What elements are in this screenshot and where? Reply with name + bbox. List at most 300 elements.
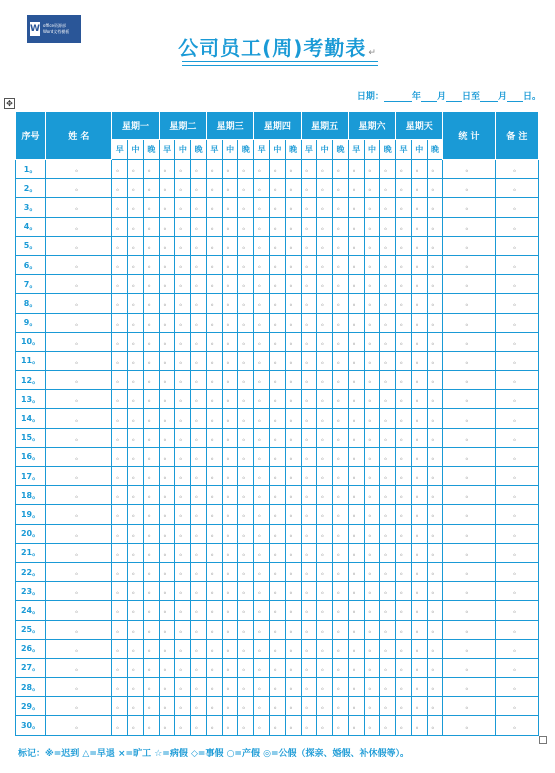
remarks-cell[interactable]: 。 [495, 678, 538, 697]
attendance-cell[interactable]: 。 [238, 294, 254, 313]
stats-cell[interactable]: 。 [443, 639, 495, 658]
attendance-cell[interactable]: 。 [238, 313, 254, 332]
name-cell[interactable]: 。 [46, 658, 112, 677]
stats-cell[interactable]: 。 [443, 351, 495, 370]
attendance-cell[interactable]: 。 [427, 639, 443, 658]
attendance-cell[interactable]: 。 [411, 620, 427, 639]
stats-cell[interactable]: 。 [443, 313, 495, 332]
attendance-cell[interactable]: 。 [301, 524, 317, 543]
attendance-cell[interactable]: 。 [191, 294, 207, 313]
name-cell[interactable]: 。 [46, 486, 112, 505]
attendance-cell[interactable]: 。 [175, 390, 191, 409]
attendance-cell[interactable]: 。 [380, 428, 396, 447]
attendance-cell[interactable]: 。 [396, 275, 412, 294]
attendance-cell[interactable]: 。 [191, 505, 207, 524]
attendance-cell[interactable]: 。 [396, 294, 412, 313]
stats-cell[interactable]: 。 [443, 390, 495, 409]
attendance-cell[interactable]: 。 [317, 217, 333, 236]
attendance-cell[interactable]: 。 [396, 601, 412, 620]
attendance-cell[interactable]: 。 [191, 428, 207, 447]
attendance-cell[interactable]: 。 [285, 505, 301, 524]
attendance-cell[interactable]: 。 [364, 409, 380, 428]
attendance-cell[interactable]: 。 [270, 562, 286, 581]
table-resize-handle[interactable] [539, 736, 547, 744]
attendance-cell[interactable]: 。 [159, 351, 175, 370]
attendance-cell[interactable]: 。 [143, 351, 159, 370]
attendance-cell[interactable]: 。 [333, 658, 349, 677]
attendance-cell[interactable]: 。 [380, 179, 396, 198]
attendance-cell[interactable]: 。 [411, 198, 427, 217]
attendance-cell[interactable]: 。 [317, 601, 333, 620]
attendance-cell[interactable]: 。 [254, 160, 270, 179]
attendance-cell[interactable]: 。 [317, 198, 333, 217]
attendance-cell[interactable]: 。 [301, 332, 317, 351]
attendance-cell[interactable]: 。 [222, 390, 238, 409]
attendance-cell[interactable]: 。 [191, 255, 207, 274]
attendance-cell[interactable]: 。 [112, 447, 128, 466]
attendance-cell[interactable]: 。 [191, 562, 207, 581]
attendance-cell[interactable]: 。 [427, 160, 443, 179]
attendance-cell[interactable]: 。 [333, 179, 349, 198]
attendance-cell[interactable]: 。 [396, 428, 412, 447]
attendance-cell[interactable]: 。 [317, 543, 333, 562]
attendance-cell[interactable]: 。 [317, 179, 333, 198]
remarks-cell[interactable]: 。 [495, 236, 538, 255]
attendance-cell[interactable]: 。 [159, 716, 175, 736]
attendance-cell[interactable]: 。 [159, 332, 175, 351]
attendance-cell[interactable]: 。 [301, 639, 317, 658]
attendance-cell[interactable]: 。 [175, 371, 191, 390]
attendance-cell[interactable]: 。 [411, 236, 427, 255]
attendance-cell[interactable]: 。 [128, 505, 144, 524]
attendance-cell[interactable]: 。 [396, 390, 412, 409]
name-cell[interactable]: 。 [46, 409, 112, 428]
attendance-cell[interactable]: 。 [348, 351, 364, 370]
remarks-cell[interactable]: 。 [495, 351, 538, 370]
remarks-cell[interactable]: 。 [495, 428, 538, 447]
remarks-cell[interactable]: 。 [495, 658, 538, 677]
attendance-cell[interactable]: 。 [364, 390, 380, 409]
attendance-cell[interactable]: 。 [396, 236, 412, 255]
attendance-cell[interactable]: 。 [427, 524, 443, 543]
attendance-cell[interactable]: 。 [270, 543, 286, 562]
stats-cell[interactable]: 。 [443, 524, 495, 543]
attendance-cell[interactable]: 。 [238, 582, 254, 601]
attendance-cell[interactable]: 。 [112, 160, 128, 179]
attendance-cell[interactable]: 。 [254, 390, 270, 409]
attendance-cell[interactable]: 。 [301, 198, 317, 217]
attendance-cell[interactable]: 。 [159, 294, 175, 313]
attendance-cell[interactable]: 。 [317, 409, 333, 428]
attendance-cell[interactable]: 。 [270, 275, 286, 294]
attendance-cell[interactable]: 。 [348, 678, 364, 697]
attendance-cell[interactable]: 。 [270, 658, 286, 677]
attendance-cell[interactable]: 。 [175, 179, 191, 198]
attendance-cell[interactable]: 。 [112, 255, 128, 274]
attendance-cell[interactable]: 。 [222, 639, 238, 658]
attendance-cell[interactable]: 。 [191, 601, 207, 620]
remarks-cell[interactable]: 。 [495, 198, 538, 217]
remarks-cell[interactable]: 。 [495, 447, 538, 466]
attendance-cell[interactable]: 。 [128, 217, 144, 236]
attendance-cell[interactable]: 。 [159, 524, 175, 543]
attendance-cell[interactable]: 。 [427, 294, 443, 313]
attendance-cell[interactable]: 。 [364, 428, 380, 447]
attendance-cell[interactable]: 。 [396, 620, 412, 639]
attendance-cell[interactable]: 。 [191, 275, 207, 294]
attendance-cell[interactable]: 。 [427, 371, 443, 390]
attendance-cell[interactable]: 。 [317, 332, 333, 351]
attendance-cell[interactable]: 。 [128, 524, 144, 543]
stats-cell[interactable]: 。 [443, 678, 495, 697]
attendance-cell[interactable]: 。 [301, 562, 317, 581]
attendance-cell[interactable]: 。 [222, 275, 238, 294]
attendance-cell[interactable]: 。 [143, 505, 159, 524]
attendance-cell[interactable]: 。 [128, 658, 144, 677]
attendance-cell[interactable]: 。 [238, 524, 254, 543]
name-cell[interactable]: 。 [46, 678, 112, 697]
attendance-cell[interactable]: 。 [270, 486, 286, 505]
attendance-cell[interactable]: 。 [175, 582, 191, 601]
attendance-cell[interactable]: 。 [238, 467, 254, 486]
attendance-cell[interactable]: 。 [301, 351, 317, 370]
attendance-cell[interactable]: 。 [175, 428, 191, 447]
attendance-cell[interactable]: 。 [222, 505, 238, 524]
attendance-cell[interactable]: 。 [254, 371, 270, 390]
attendance-cell[interactable]: 。 [222, 351, 238, 370]
attendance-cell[interactable]: 。 [380, 390, 396, 409]
attendance-cell[interactable]: 。 [175, 562, 191, 581]
attendance-cell[interactable]: 。 [333, 697, 349, 716]
attendance-cell[interactable]: 。 [159, 562, 175, 581]
attendance-cell[interactable]: 。 [301, 160, 317, 179]
attendance-cell[interactable]: 。 [285, 524, 301, 543]
attendance-cell[interactable]: 。 [427, 390, 443, 409]
attendance-cell[interactable]: 。 [238, 716, 254, 736]
attendance-cell[interactable]: 。 [254, 697, 270, 716]
attendance-cell[interactable]: 。 [301, 697, 317, 716]
attendance-cell[interactable]: 。 [301, 390, 317, 409]
attendance-cell[interactable]: 。 [427, 620, 443, 639]
attendance-cell[interactable]: 。 [191, 467, 207, 486]
attendance-cell[interactable]: 。 [396, 486, 412, 505]
date-day-blank[interactable] [446, 92, 462, 102]
attendance-cell[interactable]: 。 [285, 217, 301, 236]
date-day2-blank[interactable] [507, 92, 523, 102]
attendance-cell[interactable]: 。 [191, 486, 207, 505]
attendance-cell[interactable]: 。 [396, 639, 412, 658]
attendance-cell[interactable]: 。 [348, 428, 364, 447]
attendance-cell[interactable]: 。 [206, 716, 222, 736]
attendance-cell[interactable]: 。 [427, 697, 443, 716]
attendance-cell[interactable]: 。 [396, 198, 412, 217]
attendance-cell[interactable]: 。 [396, 505, 412, 524]
attendance-cell[interactable]: 。 [285, 678, 301, 697]
attendance-cell[interactable]: 。 [348, 371, 364, 390]
attendance-cell[interactable]: 。 [285, 275, 301, 294]
attendance-cell[interactable]: 。 [396, 409, 412, 428]
attendance-cell[interactable]: 。 [317, 467, 333, 486]
attendance-cell[interactable]: 。 [270, 198, 286, 217]
attendance-cell[interactable]: 。 [380, 582, 396, 601]
attendance-cell[interactable]: 。 [238, 275, 254, 294]
attendance-cell[interactable]: 。 [285, 658, 301, 677]
attendance-cell[interactable]: 。 [112, 313, 128, 332]
attendance-cell[interactable]: 。 [175, 294, 191, 313]
attendance-cell[interactable]: 。 [191, 236, 207, 255]
attendance-cell[interactable]: 。 [364, 198, 380, 217]
attendance-cell[interactable]: 。 [206, 486, 222, 505]
attendance-cell[interactable]: 。 [301, 658, 317, 677]
remarks-cell[interactable]: 。 [495, 217, 538, 236]
attendance-cell[interactable]: 。 [348, 179, 364, 198]
attendance-cell[interactable]: 。 [301, 179, 317, 198]
attendance-cell[interactable]: 。 [159, 486, 175, 505]
attendance-cell[interactable]: 。 [411, 601, 427, 620]
attendance-cell[interactable]: 。 [380, 236, 396, 255]
attendance-cell[interactable]: 。 [270, 332, 286, 351]
attendance-cell[interactable]: 。 [348, 236, 364, 255]
attendance-cell[interactable]: 。 [206, 524, 222, 543]
attendance-cell[interactable]: 。 [285, 543, 301, 562]
date-month-blank[interactable] [421, 92, 437, 102]
attendance-cell[interactable]: 。 [206, 639, 222, 658]
attendance-cell[interactable]: 。 [285, 313, 301, 332]
attendance-cell[interactable]: 。 [411, 678, 427, 697]
attendance-cell[interactable]: 。 [112, 217, 128, 236]
attendance-cell[interactable]: 。 [380, 332, 396, 351]
name-cell[interactable]: 。 [46, 639, 112, 658]
attendance-cell[interactable]: 。 [270, 524, 286, 543]
attendance-cell[interactable]: 。 [143, 160, 159, 179]
attendance-cell[interactable]: 。 [427, 658, 443, 677]
attendance-cell[interactable]: 。 [128, 179, 144, 198]
attendance-cell[interactable]: 。 [222, 486, 238, 505]
name-cell[interactable]: 。 [46, 620, 112, 639]
attendance-cell[interactable]: 。 [175, 275, 191, 294]
attendance-cell[interactable]: 。 [143, 409, 159, 428]
name-cell[interactable]: 。 [46, 332, 112, 351]
name-cell[interactable]: 。 [46, 371, 112, 390]
attendance-cell[interactable]: 。 [175, 467, 191, 486]
attendance-cell[interactable]: 。 [206, 332, 222, 351]
attendance-cell[interactable]: 。 [411, 543, 427, 562]
attendance-cell[interactable]: 。 [159, 678, 175, 697]
attendance-cell[interactable]: 。 [159, 582, 175, 601]
attendance-cell[interactable]: 。 [159, 428, 175, 447]
attendance-cell[interactable]: 。 [238, 543, 254, 562]
remarks-cell[interactable]: 。 [495, 486, 538, 505]
attendance-cell[interactable]: 。 [143, 562, 159, 581]
attendance-cell[interactable]: 。 [396, 371, 412, 390]
attendance-cell[interactable]: 。 [317, 620, 333, 639]
attendance-cell[interactable]: 。 [380, 543, 396, 562]
attendance-cell[interactable]: 。 [159, 160, 175, 179]
stats-cell[interactable]: 。 [443, 601, 495, 620]
attendance-cell[interactable]: 。 [238, 678, 254, 697]
attendance-cell[interactable]: 。 [270, 217, 286, 236]
attendance-cell[interactable]: 。 [175, 601, 191, 620]
remarks-cell[interactable]: 。 [495, 371, 538, 390]
attendance-cell[interactable]: 。 [175, 198, 191, 217]
attendance-cell[interactable]: 。 [348, 409, 364, 428]
attendance-cell[interactable]: 。 [396, 524, 412, 543]
remarks-cell[interactable]: 。 [495, 313, 538, 332]
attendance-cell[interactable]: 。 [427, 179, 443, 198]
attendance-cell[interactable]: 。 [348, 275, 364, 294]
attendance-cell[interactable]: 。 [364, 716, 380, 736]
attendance-cell[interactable]: 。 [191, 716, 207, 736]
attendance-cell[interactable]: 。 [206, 236, 222, 255]
stats-cell[interactable]: 。 [443, 428, 495, 447]
attendance-cell[interactable]: 。 [411, 716, 427, 736]
attendance-cell[interactable]: 。 [380, 524, 396, 543]
attendance-cell[interactable]: 。 [396, 332, 412, 351]
attendance-cell[interactable]: 。 [348, 697, 364, 716]
name-cell[interactable]: 。 [46, 275, 112, 294]
attendance-cell[interactable]: 。 [427, 428, 443, 447]
attendance-cell[interactable]: 。 [380, 255, 396, 274]
attendance-cell[interactable]: 。 [254, 678, 270, 697]
attendance-cell[interactable]: 。 [159, 409, 175, 428]
attendance-cell[interactable]: 。 [238, 332, 254, 351]
attendance-cell[interactable]: 。 [348, 217, 364, 236]
attendance-cell[interactable]: 。 [222, 236, 238, 255]
attendance-cell[interactable]: 。 [364, 505, 380, 524]
attendance-cell[interactable]: 。 [128, 236, 144, 255]
attendance-cell[interactable]: 。 [175, 716, 191, 736]
attendance-cell[interactable]: 。 [112, 620, 128, 639]
attendance-cell[interactable]: 。 [143, 639, 159, 658]
attendance-cell[interactable]: 。 [206, 582, 222, 601]
stats-cell[interactable]: 。 [443, 486, 495, 505]
attendance-cell[interactable]: 。 [254, 524, 270, 543]
attendance-cell[interactable]: 。 [254, 428, 270, 447]
attendance-cell[interactable]: 。 [159, 236, 175, 255]
attendance-cell[interactable]: 。 [238, 255, 254, 274]
stats-cell[interactable]: 。 [443, 505, 495, 524]
attendance-cell[interactable]: 。 [285, 255, 301, 274]
attendance-cell[interactable]: 。 [270, 601, 286, 620]
remarks-cell[interactable]: 。 [495, 505, 538, 524]
attendance-cell[interactable]: 。 [191, 524, 207, 543]
attendance-cell[interactable]: 。 [333, 275, 349, 294]
attendance-cell[interactable]: 。 [206, 198, 222, 217]
stats-cell[interactable]: 。 [443, 179, 495, 198]
attendance-cell[interactable]: 。 [238, 428, 254, 447]
attendance-cell[interactable]: 。 [254, 486, 270, 505]
attendance-cell[interactable]: 。 [206, 620, 222, 639]
attendance-cell[interactable]: 。 [364, 543, 380, 562]
attendance-cell[interactable]: 。 [270, 582, 286, 601]
attendance-cell[interactable]: 。 [143, 658, 159, 677]
attendance-cell[interactable]: 。 [159, 313, 175, 332]
name-cell[interactable]: 。 [46, 447, 112, 466]
attendance-cell[interactable]: 。 [411, 217, 427, 236]
remarks-cell[interactable]: 。 [495, 179, 538, 198]
attendance-cell[interactable]: 。 [333, 217, 349, 236]
attendance-cell[interactable]: 。 [222, 582, 238, 601]
name-cell[interactable]: 。 [46, 562, 112, 581]
attendance-cell[interactable]: 。 [348, 658, 364, 677]
stats-cell[interactable]: 。 [443, 255, 495, 274]
attendance-cell[interactable]: 。 [143, 543, 159, 562]
attendance-cell[interactable]: 。 [427, 217, 443, 236]
attendance-cell[interactable]: 。 [128, 543, 144, 562]
attendance-cell[interactable]: 。 [285, 639, 301, 658]
attendance-cell[interactable]: 。 [364, 447, 380, 466]
attendance-cell[interactable]: 。 [143, 390, 159, 409]
stats-cell[interactable]: 。 [443, 294, 495, 313]
attendance-cell[interactable]: 。 [285, 332, 301, 351]
attendance-cell[interactable]: 。 [396, 582, 412, 601]
attendance-cell[interactable]: 。 [238, 601, 254, 620]
attendance-cell[interactable]: 。 [159, 505, 175, 524]
attendance-cell[interactable]: 。 [254, 409, 270, 428]
attendance-cell[interactable]: 。 [206, 658, 222, 677]
attendance-cell[interactable]: 。 [159, 275, 175, 294]
stats-cell[interactable]: 。 [443, 582, 495, 601]
attendance-cell[interactable]: 。 [380, 467, 396, 486]
remarks-cell[interactable]: 。 [495, 582, 538, 601]
attendance-cell[interactable]: 。 [238, 562, 254, 581]
attendance-cell[interactable]: 。 [206, 697, 222, 716]
stats-cell[interactable]: 。 [443, 716, 495, 736]
attendance-cell[interactable]: 。 [254, 255, 270, 274]
attendance-cell[interactable]: 。 [270, 255, 286, 274]
attendance-cell[interactable]: 。 [112, 428, 128, 447]
remarks-cell[interactable]: 。 [495, 639, 538, 658]
attendance-cell[interactable]: 。 [380, 716, 396, 736]
attendance-cell[interactable]: 。 [112, 678, 128, 697]
attendance-cell[interactable]: 。 [143, 486, 159, 505]
attendance-cell[interactable]: 。 [143, 313, 159, 332]
attendance-cell[interactable]: 。 [301, 505, 317, 524]
attendance-cell[interactable]: 。 [427, 255, 443, 274]
attendance-cell[interactable]: 。 [191, 620, 207, 639]
attendance-cell[interactable]: 。 [333, 409, 349, 428]
attendance-cell[interactable]: 。 [112, 236, 128, 255]
attendance-cell[interactable]: 。 [143, 467, 159, 486]
attendance-cell[interactable]: 。 [364, 601, 380, 620]
attendance-cell[interactable]: 。 [222, 620, 238, 639]
attendance-cell[interactable]: 。 [112, 639, 128, 658]
attendance-cell[interactable]: 。 [222, 697, 238, 716]
attendance-cell[interactable]: 。 [206, 351, 222, 370]
attendance-cell[interactable]: 。 [301, 294, 317, 313]
attendance-cell[interactable]: 。 [317, 390, 333, 409]
attendance-cell[interactable]: 。 [285, 562, 301, 581]
name-cell[interactable]: 。 [46, 217, 112, 236]
attendance-cell[interactable]: 。 [348, 620, 364, 639]
attendance-cell[interactable]: 。 [191, 697, 207, 716]
attendance-cell[interactable]: 。 [348, 582, 364, 601]
attendance-cell[interactable]: 。 [333, 198, 349, 217]
attendance-cell[interactable]: 。 [270, 236, 286, 255]
attendance-cell[interactable]: 。 [364, 678, 380, 697]
attendance-cell[interactable]: 。 [128, 620, 144, 639]
attendance-cell[interactable]: 。 [301, 582, 317, 601]
name-cell[interactable]: 。 [46, 716, 112, 736]
attendance-cell[interactable]: 。 [333, 639, 349, 658]
attendance-cell[interactable]: 。 [254, 198, 270, 217]
attendance-cell[interactable]: 。 [411, 351, 427, 370]
attendance-cell[interactable]: 。 [317, 160, 333, 179]
attendance-cell[interactable]: 。 [254, 562, 270, 581]
attendance-cell[interactable]: 。 [191, 582, 207, 601]
attendance-cell[interactable]: 。 [333, 601, 349, 620]
attendance-cell[interactable]: 。 [411, 658, 427, 677]
